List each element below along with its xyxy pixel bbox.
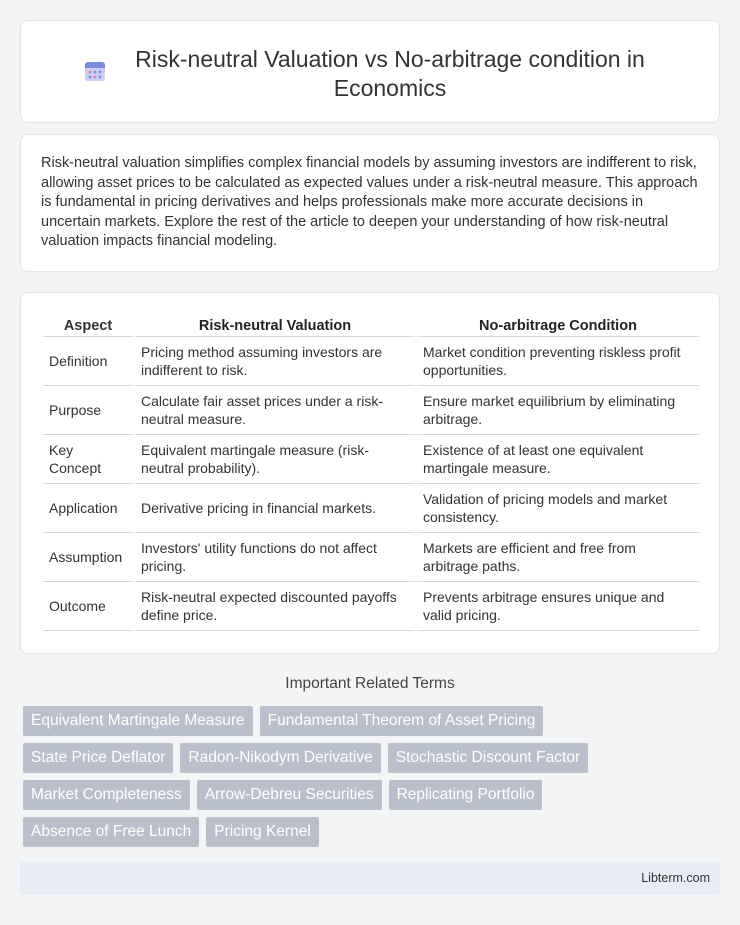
tag-row [23, 706, 723, 736]
cell-no-arbitrage: Ensure market equilibrium by eliminating arbitrage. [416, 386, 699, 435]
related-terms-heading: Important Related Terms [285, 675, 455, 692]
table-row [43, 435, 699, 484]
cell-risk-neutral: Calculate fair asset prices under a risk-neutral measure. [134, 386, 416, 435]
footer [20, 862, 720, 895]
cell-no-arbitrage: Markets are efficient and free from arbitrage paths. [416, 533, 699, 582]
calendar-icon [83, 59, 107, 83]
table-row [43, 582, 699, 631]
comparison-table [43, 315, 699, 631]
cell-no-arbitrage: Existence of at least one equivalent martingale measure. [416, 435, 699, 484]
tag-pricing-kernel[interactable]: Pricing Kernel [206, 817, 319, 847]
cell-risk-neutral: Pricing method assuming investors are indifferent to risk. [134, 337, 416, 386]
cell-aspect: Purpose [43, 386, 134, 435]
tag-state-price-deflator[interactable]: State Price Deflator [23, 743, 173, 773]
table-row [43, 484, 699, 533]
tag-replicating-portfolio[interactable]: Replicating Portfolio [389, 780, 543, 810]
cell-no-arbitrage: Prevents arbitrage ensures unique and valid pricing. [416, 582, 699, 631]
tag-absence-of-free-lunch[interactable]: Absence of Free Lunch [23, 817, 199, 847]
title-wrap [21, 45, 719, 103]
header-aspect: Aspect [43, 315, 134, 337]
tag-row [23, 780, 723, 810]
tag-radon-nikodym-derivative[interactable]: Radon-Nikodym Derivative [180, 743, 380, 773]
cell-aspect: Assumption [43, 533, 134, 582]
cell-aspect: Definition [43, 337, 134, 386]
tag-row [23, 743, 723, 773]
intro-card [20, 134, 720, 272]
related-terms-list [23, 706, 723, 854]
tag-equivalent-martingale-measure[interactable]: Equivalent Martingale Measure [23, 706, 253, 736]
tag-market-completeness[interactable]: Market Completeness [23, 780, 190, 810]
intro-paragraph: Risk-neutral valuation simplifies complex financial models by assuming investors are indifferent to risk, allowing asset prices to be calculated as expected values under a risk-neutral measure. This approach is fundamental in pricing derivatives and helps professionals make more accurate decisions in uncertain markets. Explore the rest of the article to deepen your understanding of how risk-neutral valuation impacts financial modeling. [41, 155, 698, 249]
tag-row [23, 817, 723, 847]
cell-risk-neutral: Investors' utility functions do not affect pricing. [134, 533, 416, 582]
cell-aspect: Outcome [43, 582, 134, 631]
tag-stochastic-discount-factor[interactable]: Stochastic Discount Factor [388, 743, 588, 773]
table-row [43, 386, 699, 435]
cell-risk-neutral: Equivalent martingale measure (risk-neutral probability). [134, 435, 416, 484]
tag-arrow-debreu-securities[interactable]: Arrow-Debreu Securities [197, 780, 382, 810]
cell-no-arbitrage: Validation of pricing models and market consistency. [416, 484, 699, 533]
cell-risk-neutral: Derivative pricing in financial markets. [134, 484, 416, 533]
page-title: Risk-neutral Valuation vs No-arbitrage condition in Economics [135, 46, 645, 101]
title-card [20, 20, 720, 123]
cell-no-arbitrage: Market condition preventing riskless profit opportunities. [416, 337, 699, 386]
tag-fundamental-theorem[interactable]: Fundamental Theorem of Asset Pricing [260, 706, 544, 736]
table-row [43, 533, 699, 582]
cell-aspect: Key Concept [43, 435, 134, 484]
cell-aspect: Application [43, 484, 134, 533]
header-risk-neutral: Risk-neutral Valuation [134, 315, 416, 337]
table-header-row [43, 315, 699, 337]
table-row [43, 337, 699, 386]
comparison-card [20, 292, 720, 654]
cell-risk-neutral: Risk-neutral expected discounted payoffs define price. [134, 582, 416, 631]
footer-site-link[interactable]: Libterm.com [641, 871, 710, 885]
header-no-arbitrage: No-arbitrage Condition [416, 315, 699, 337]
